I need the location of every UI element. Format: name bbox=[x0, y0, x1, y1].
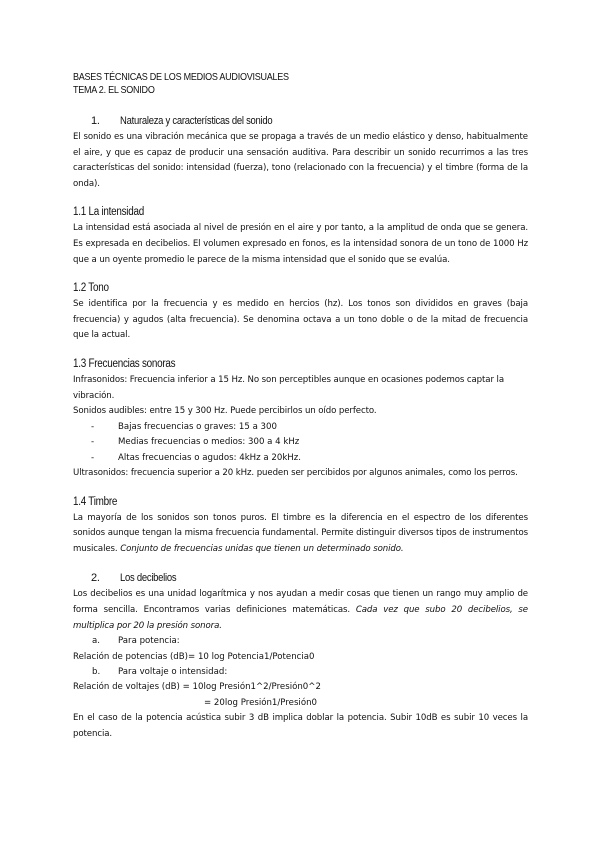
infrasound-text: Infrasonidos: Frecuencia inferior a 15 Hz. No son perceptibles aunque en ocasiones podemos captar la vibración. bbox=[73, 374, 504, 401]
section-1-1-body: La intensidad está asociada al nivel de presión en el aire y por tanto, a la amplitud de onda que se genera. Es expresada en decibelios. El volumen expresado en fonos, es la intensidad sonora de un tono de 1000 Hz que a un oyente promedio le parece de la misma intensidad que el sonido que se evalúa. bbox=[73, 223, 528, 265]
section-2-title: Los decibelios bbox=[120, 572, 177, 585]
section-1-title: Naturaleza y características del sonido bbox=[120, 115, 273, 127]
timbre-definition: Conjunto de frecuencias unidas que tienen un determinado sonido. bbox=[120, 543, 404, 554]
topic-title: TEMA 2. EL SONIDO bbox=[73, 84, 155, 96]
section-2-body: Los decibelios es una unidad logarítmica y nos ayudan a medir cosas que tienen un rango muy amplio de forma sencilla. Encontramos varias definiciones matemáticas. Cada vez que subo 20 decibelios, se multiplica por 20 la presión sonora. bbox=[73, 589, 528, 631]
course-title: BASES TÉCNICAS DE LOS MEDIOS AUDIOVISUALES bbox=[73, 71, 289, 83]
list-item: - Altas frecuencias o agudos: 4kHz a 20kHz. bbox=[91, 452, 301, 463]
section-1-4-body: La mayoría de los sonidos son tonos puros. El timbre es la diferencia en el espectro de los diferentes sonidos aunque tengan la misma frecuencia fundamental. Permite distinguir diversos tipos de instrumentos musicales. Conjunto de frecuencias unidas que tienen un determinado sonido. bbox=[73, 512, 528, 554]
list-item: a. Para potencia: bbox=[92, 636, 180, 647]
decibel-note: Cada vez que subo 20 decibelios, se multiplica por 20 la presión sonora. bbox=[73, 604, 528, 631]
section-1-4-heading: 1.4 Timbre bbox=[73, 495, 118, 508]
voltage-formula: Relación de voltajes (dB) = 10log Presión1^2/Presión0^2 bbox=[73, 682, 321, 693]
power-formula: Relación de potencias (dB)= 10 log Potencia1/Potencia0 bbox=[73, 651, 315, 662]
section-1-2-body: Se identifica por la frecuencia y es medido en hercios (hz). Los tonos son divididos en graves (baja frecuencia) y agudos (alta frecuencia). Se denomina octava a un tono doble o de la mitad de frecuencia que la actual. bbox=[73, 299, 528, 341]
audible-text: Sonidos audibles: entre 15 y 300 Hz. Puede percibirlos un oído perfecto. bbox=[73, 406, 377, 417]
list-item: - Medias frecuencias o medios: 300 a 4 kHz bbox=[91, 437, 300, 448]
ultrasound-text: Ultrasonidos: frecuencia superior a 20 kHz. pueden ser percibidos por algunos animales, como los perros. bbox=[73, 467, 518, 478]
document-content bbox=[73, 71, 528, 742]
section-1-1-heading: 1.1 La intensidad bbox=[73, 206, 144, 219]
list-item: b. Para voltaje o intensidad: bbox=[92, 666, 228, 677]
section-1-body: El sonido es una vibración mecánica que se propaga a través de un medio elástico y denso, habitualmente el aire, y que es capaz de producir una sensación auditiva. Para describir un sonido recurrimos a las tres características del sonido: intensidad (fuerza), tono (relacionado con la frecuencia) y el timbre (forma de la onda). bbox=[73, 132, 528, 189]
section-1-number: 1. bbox=[91, 115, 100, 127]
section-1-heading bbox=[73, 114, 528, 128]
voltage-formula-continued: = 20log Presión1/Presión0 bbox=[204, 697, 317, 708]
section-1-3-heading: 1.3 Frecuencias sonoras bbox=[73, 357, 176, 370]
list-item: - Bajas frecuencias o graves: 15 a 300 bbox=[91, 421, 277, 432]
section-2-number: 2. bbox=[91, 572, 100, 585]
section-1-2-heading: 1.2 Tono bbox=[73, 282, 109, 295]
section-2-heading bbox=[73, 571, 528, 585]
section-2-closing: En el caso de la potencia acústica subir 3 dB implica doblar la potencia. Subir 10dB es subir 10 veces la potencia. bbox=[73, 713, 528, 739]
